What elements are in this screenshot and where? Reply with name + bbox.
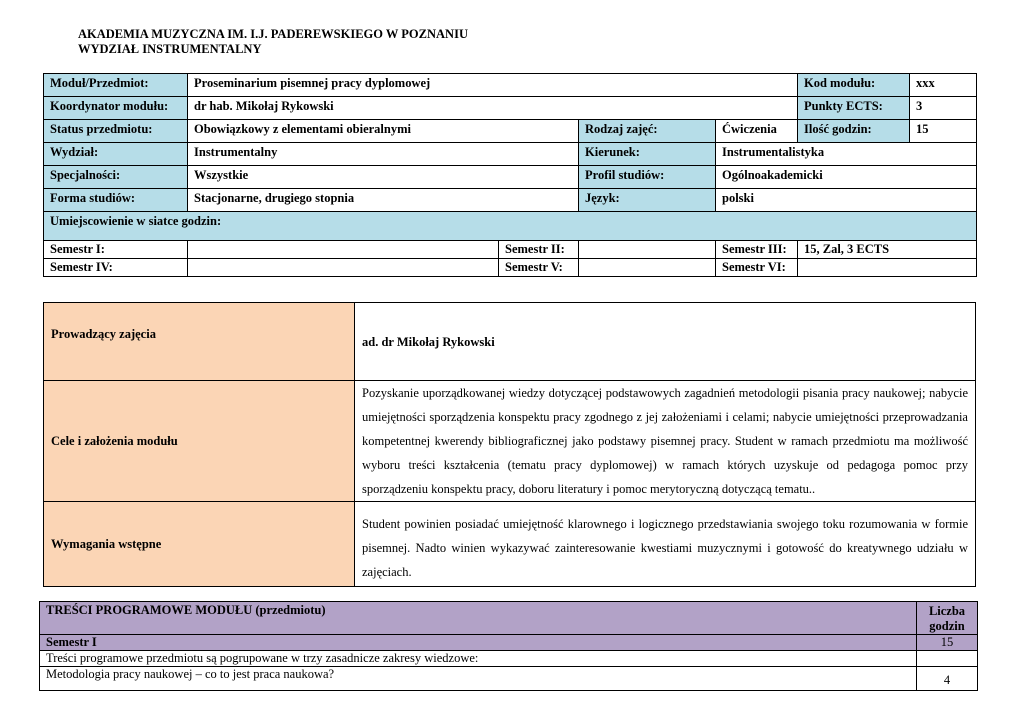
prowadzacy-value: ad. dr Mikołaj Rykowski (355, 303, 976, 381)
modul-value: Proseminarium pisemnej pracy dyplomowej (188, 74, 798, 97)
faculty-name: WYDZIAŁ INSTRUMENTALNY (78, 42, 262, 56)
rodzaj-value: Ćwiczenia (716, 120, 798, 143)
status-label: Status przedmiotu: (44, 120, 188, 143)
wymagania-label: Wymagania wstępne (44, 502, 355, 587)
status-value: Obowiązkowy z elementami obieralnymi (188, 120, 579, 143)
sem2-value (579, 241, 716, 259)
profil-label: Profil studiów: (579, 166, 716, 189)
program-hours-header: Liczba godzin (917, 602, 978, 635)
jezyk-label: Język: (579, 189, 716, 212)
sem2-label: Semestr II: (499, 241, 579, 259)
jezyk-value: polski (716, 189, 977, 212)
kod-label: Kod modułu: (798, 74, 910, 97)
cele-label: Cele i założenia modułu (44, 381, 355, 502)
wydzial-value: Instrumentalny (188, 143, 579, 166)
program-content-table (39, 601, 978, 691)
rodzaj-label: Rodzaj zajęć: (579, 120, 716, 143)
cele-value: Pozyskanie uporządkowanej wiedzy dotyczącej podstawowych zagadnień metodologii pisania pracy naukowej; nabycie umiejętności sporządzenia konspektu pracy zgodnego z jej założeniami i celami; nabycie umiejętności przeprowadzania kompetentnej kwerendy bibliograficznej jako podstawy pisemnej pracy. Student w ramach przedmiotu ma możliwość wyboru treści kształcenia (tematu pracy dyplomowej) w ramach których uzyskuje od pedagoga pomoc przy sporządzeniu konspektu pracy, doboru literatury i pomoc merytoryczną dotyczącą tematu.. (355, 381, 976, 502)
program-title: TREŚCI PROGRAMOWE MODUŁU (przedmiotu) (40, 602, 917, 635)
umiejscowienie-label: Umiejscowienie w siatce godzin: (44, 212, 977, 241)
koord-value: dr hab. Mikołaj Rykowski (188, 97, 798, 120)
modul-label: Moduł/Przedmiot: (44, 74, 188, 97)
godzin-label: Ilość godzin: (798, 120, 910, 143)
kierunek-value: Instrumentalistyka (716, 143, 977, 166)
semester-hours: 15 (917, 635, 978, 651)
sem5-value (579, 259, 716, 277)
forma-value: Stacjonarne, drugiego stopnia (188, 189, 579, 212)
module-info-table (43, 73, 977, 277)
sem6-value (798, 259, 977, 277)
program-intro-hours (917, 651, 978, 667)
document-header (78, 27, 468, 57)
sem6-label: Semestr VI: (716, 259, 798, 277)
kod-value: xxx (910, 74, 977, 97)
kierunek-label: Kierunek: (579, 143, 716, 166)
godzin-value: 15 (910, 120, 977, 143)
specj-label: Specjalności: (44, 166, 188, 189)
forma-label: Forma studiów: (44, 189, 188, 212)
wydzial-label: Wydział: (44, 143, 188, 166)
module-details-table (43, 302, 976, 587)
sem4-value (188, 259, 499, 277)
prowadzacy-label: Prowadzący zajęcia (44, 303, 355, 381)
sem4-label: Semestr IV: (44, 259, 188, 277)
sem1-label: Semestr I: (44, 241, 188, 259)
semester-label: Semestr I (40, 635, 917, 651)
sem1-value (188, 241, 499, 259)
specj-value: Wszystkie (188, 166, 579, 189)
academy-name: AKADEMIA MUZYCZNA IM. I.J. PADEREWSKIEGO W POZNANIU (78, 27, 468, 41)
sem3-value: 15, Zal, 3 ECTS (798, 241, 977, 259)
program-item-1: Metodologia pracy naukowej – co to jest praca naukowa? (40, 667, 917, 691)
sem3-label: Semestr III: (716, 241, 798, 259)
sem5-label: Semestr V: (499, 259, 579, 277)
koord-label: Koordynator modułu: (44, 97, 188, 120)
ects-value: 3 (910, 97, 977, 120)
profil-value: Ogólnoakademicki (716, 166, 977, 189)
ects-label: Punkty ECTS: (798, 97, 910, 120)
wymagania-value: Student powinien posiadać umiejętność klarownego i logicznego przedstawiania swojego toku rozumowania w formie pisemnej. Nadto winien wykazywać zainteresowanie kwestiami muzycznymi i gotowość do kreatywnego udziału w zajęciach. (355, 502, 976, 587)
program-intro: Treści programowe przedmiotu są pogrupowane w trzy zasadnicze zakresy wiedzowe: (40, 651, 917, 667)
program-item-1-hours: 4 (917, 667, 978, 691)
